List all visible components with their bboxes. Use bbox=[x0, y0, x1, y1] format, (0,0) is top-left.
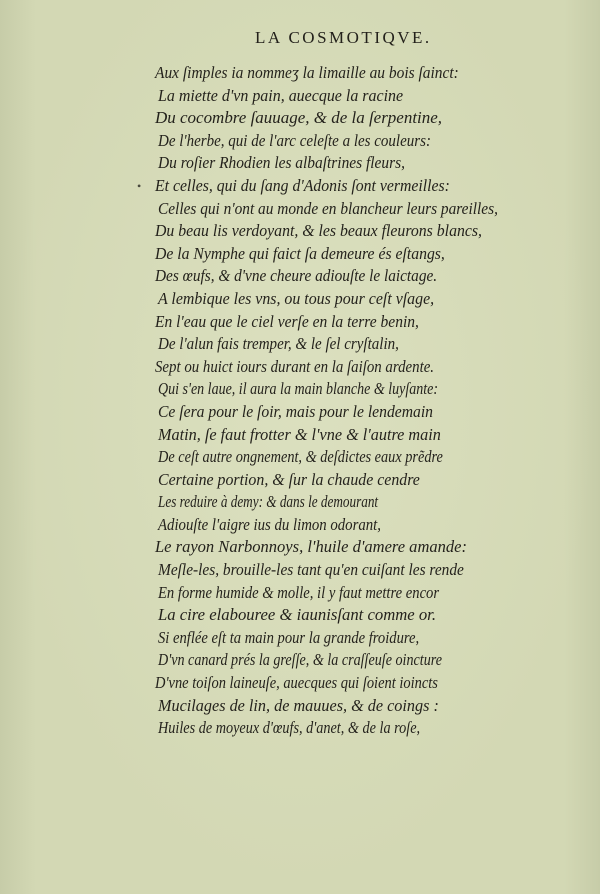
verse-text: Ce ſera pour le ſoir, mais pour le lendemain bbox=[158, 401, 434, 421]
verse-line bbox=[0, 514, 600, 537]
verse-line bbox=[0, 469, 600, 492]
verse-line bbox=[0, 130, 600, 153]
verse-text: De la Nymphe qui faict ſa demeure és eſtangs, bbox=[155, 243, 445, 263]
verse-line bbox=[0, 559, 600, 582]
verse-line bbox=[0, 378, 600, 401]
verse-text: En l'eau que le ciel verſe en la terre benin, bbox=[155, 311, 419, 331]
verse-text: Des œufs, & d'vne cheure adiouſte le laictage. bbox=[155, 266, 438, 286]
verse-text: Celles qui n'ont au monde en blancheur leurs pareilles, bbox=[158, 198, 498, 218]
verse-line bbox=[0, 152, 600, 175]
verse-text: Sept ou huict iours durant en la ſaiſon ardente. bbox=[155, 356, 435, 376]
verse-line bbox=[0, 649, 600, 672]
verse-text: D'vn canard prés la greſſe, & la craſſeuſe oincture bbox=[158, 650, 443, 670]
verse-line bbox=[0, 175, 600, 198]
verse-text: Adiouſte l'aigre ius du limon odorant, bbox=[158, 514, 381, 534]
verse-line bbox=[0, 107, 600, 130]
verse-line bbox=[0, 401, 600, 424]
verse-line bbox=[0, 356, 600, 379]
verse-text: Les reduire à demy: & dans le demourant bbox=[158, 492, 379, 512]
verse-line bbox=[0, 424, 600, 447]
verse-line bbox=[0, 672, 600, 695]
verse-line bbox=[0, 717, 600, 740]
verse-text: En forme humide & molle, il y faut mettre encor bbox=[158, 582, 440, 602]
verse-text: Qui s'en laue, il aura la main blanche & luyſante: bbox=[158, 379, 439, 399]
verse-text: Si enflée eſt ta main pour la grande froidure, bbox=[158, 627, 420, 647]
verse-text: Le rayon Narbonnoys, l'huile d'amere amande: bbox=[155, 537, 467, 557]
verse-text: Aux ſimples ia nommeʒ la limaille au bois ſainct: bbox=[155, 63, 459, 82]
verse-line bbox=[0, 582, 600, 605]
verse-text: De l'herbe, qui de l'arc celeſte a les couleurs: bbox=[158, 130, 431, 150]
verse-marker-dot: • bbox=[137, 178, 142, 193]
poem-verses bbox=[0, 62, 600, 740]
verse-text: Meſle-les, brouille-les tant qu'en cuiſant les rende bbox=[158, 560, 464, 580]
verse-text: La cire elabouree & iaunisſant comme or. bbox=[158, 605, 436, 625]
running-header: LA COSMOTIQVE. bbox=[255, 28, 432, 47]
verse-text: Matin, ſe faut frotter & l'vne & l'autre main bbox=[158, 424, 441, 444]
verse-line bbox=[0, 62, 600, 85]
verse-line bbox=[0, 333, 600, 356]
verse-text: Certaine portion, & ſur la chaude cendre bbox=[158, 469, 420, 489]
verse-line bbox=[0, 695, 600, 718]
verse-text: Mucilages de lin, de mauues, & de coings : bbox=[158, 695, 439, 715]
verse-line bbox=[0, 198, 600, 221]
verse-text: A lembique les vns, ou tous pour ceſt vſage, bbox=[158, 288, 435, 308]
verse-line bbox=[0, 288, 600, 311]
verse-line bbox=[0, 265, 600, 288]
verse-line bbox=[0, 491, 600, 514]
verse-line bbox=[0, 627, 600, 650]
verse-text: D'vne toiſon laineuſe, auecques qui ſoient ioincts bbox=[155, 673, 438, 693]
verse-line bbox=[0, 446, 600, 469]
verse-text: La miette d'vn pain, auecque la racine bbox=[158, 85, 404, 105]
verse-text: Du cocombre ſauuage, & de la ſerpentine, bbox=[155, 108, 443, 128]
verse-line bbox=[0, 243, 600, 266]
verse-line bbox=[0, 85, 600, 108]
verse-line bbox=[0, 536, 600, 559]
verse-text: De l'alun fais tremper, & le ſel cryſtalin, bbox=[158, 334, 399, 354]
verse-text: Et celles, qui du ſang d'Adonis ſont vermeilles: bbox=[155, 175, 450, 195]
verse-text: Du beau lis verdoyant, & les beaux fleurons blancs, bbox=[155, 221, 482, 241]
verse-line bbox=[0, 220, 600, 243]
verse-text: De ceſt autre ongnement, & deſdictes eaux prẽdre bbox=[158, 447, 443, 467]
verse-line bbox=[0, 604, 600, 627]
verse-text: Du roſier Rhodien les albaſtrines fleurs, bbox=[158, 153, 405, 173]
verse-text: Huiles de moyeux d'œufs, d'anet, & de la roſe, bbox=[158, 718, 421, 738]
verse-line bbox=[0, 311, 600, 334]
